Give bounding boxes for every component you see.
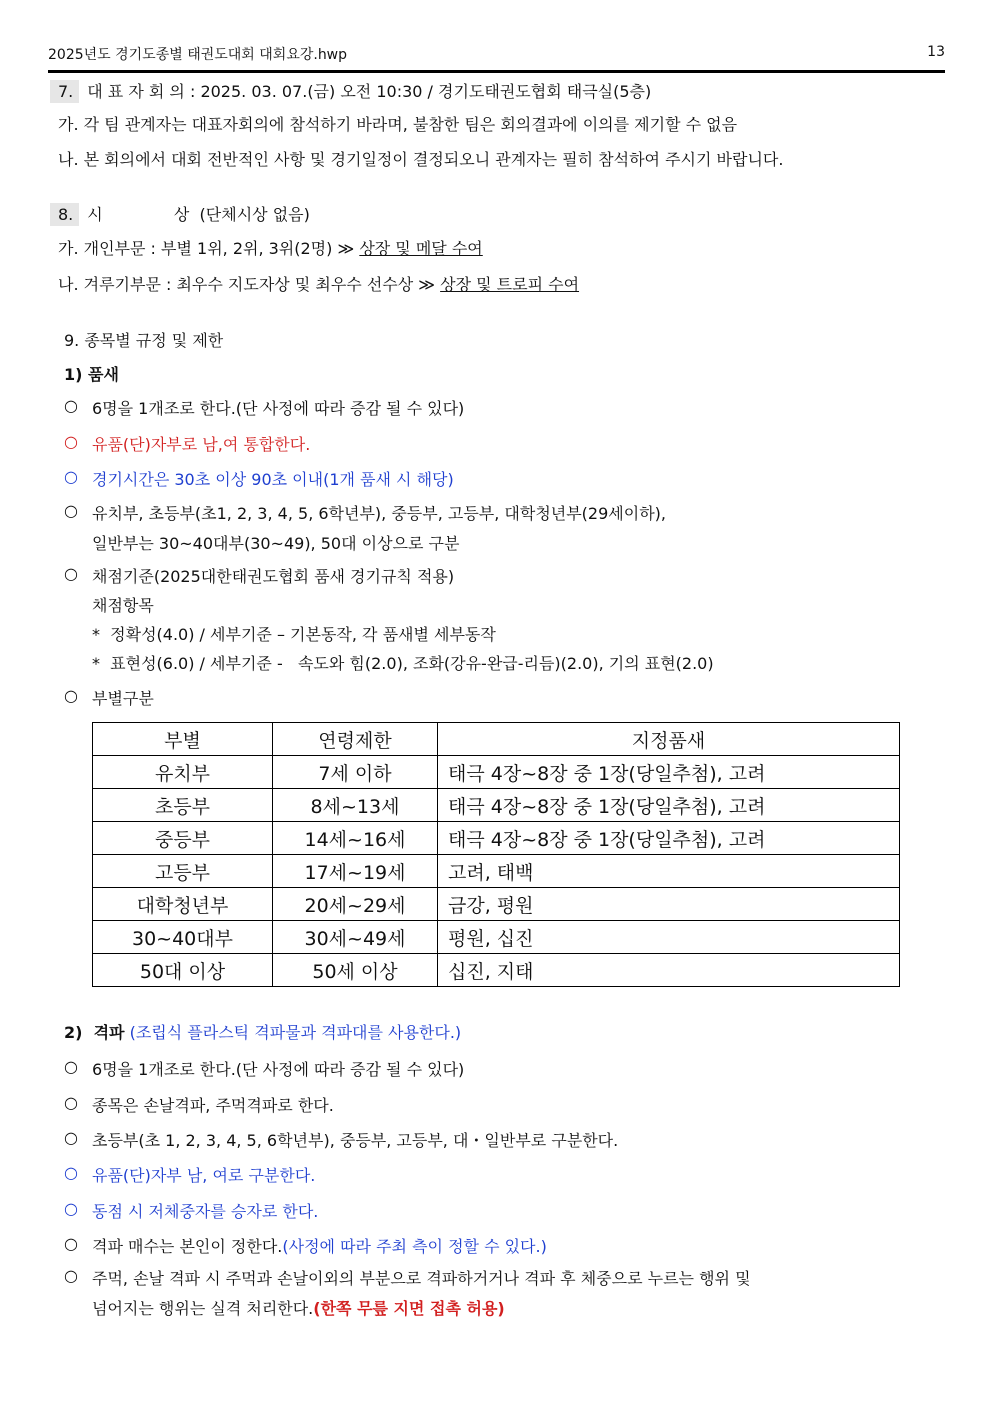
table-cell: 14세~16세: [273, 822, 438, 855]
table-cell: 7세 이하: [273, 756, 438, 789]
poomsae-rule-4a: 유치부, 초등부(초1, 2, 3, 4, 5, 6학년부), 중등부, 고등부, 대학청년부(29세이하),: [92, 504, 666, 523]
table-row: [93, 888, 900, 921]
table-row: [93, 855, 900, 888]
section-8-item-a: [58, 236, 483, 259]
table-cell: 대학청년부: [93, 888, 273, 921]
table-cell: 초등부: [93, 789, 273, 822]
bullet-icon: ○: [64, 1234, 78, 1253]
breaking-title: 2) 격파: [64, 1023, 125, 1042]
breaking-note: (조립식 플라스틱 격파물과 격파대를 사용한다.): [129, 1023, 462, 1042]
breaking-rule-2: 종목은 손날격파, 주먹격파로 한다.: [92, 1096, 334, 1115]
poomsae-heading: 1) 품새: [64, 365, 119, 384]
section-8-item-b-award: 상장 및 트로피 수여: [440, 275, 580, 294]
poomsae-rule-3: 경기시간은 30초 이상 90초 이내(1개 품새 시 해당): [92, 470, 454, 489]
bullet-icon: ○: [64, 501, 78, 520]
bullet-icon: ○: [64, 396, 78, 415]
table-header-cell: 연령제한: [273, 723, 438, 756]
breaking-rule-7b-note: (한쪽 무릎 지면 접촉 허용): [313, 1299, 505, 1318]
breaking-rule-6: [92, 1234, 547, 1257]
section-7-title: 대 표 자 회 의 : 2025. 03. 07.(금) 오전 10:30 / 경기도태권도협회 태극실(5층): [87, 82, 652, 101]
table-cell: 유치부: [93, 756, 273, 789]
breaking-rule-7b-text: 넘어지는 행위는 실격 처리한다.: [92, 1299, 314, 1318]
bullet-icon: ○: [64, 1057, 78, 1076]
table-row: [93, 756, 900, 789]
breaking-rule-1: 6명을 1개조로 한다.(단 사정에 따라 증감 될 수 있다): [92, 1060, 465, 1079]
breaking-rule-7a: 주먹, 손날 격파 시 주먹과 손날이외의 부분으로 격파하거거나 격파 후 체중으로 누르는 행위 및: [92, 1269, 751, 1288]
breaking-rule-5: 동점 시 저체중자를 승자로 한다.: [92, 1202, 319, 1221]
division-table: [92, 722, 900, 987]
table-row: [93, 822, 900, 855]
table-header-cell: 부별: [93, 723, 273, 756]
table-cell: 50대 이상: [93, 954, 273, 987]
table-cell: 금강, 평원: [438, 888, 900, 921]
breaking-rule-4: 유품(단)자부 남, 여로 구분한다.: [92, 1166, 316, 1185]
table-cell: 태극 4장~8장 중 1장(당일추첨), 고려: [438, 789, 900, 822]
poomsae-rule-5c: * 정확성(4.0) / 세부기준 – 기본동작, 각 품새별 세부동작: [92, 625, 496, 644]
table-row: [93, 954, 900, 987]
bullet-icon: ○: [64, 1163, 78, 1182]
breaking-rule-7b: [92, 1296, 505, 1319]
section-8-number: 8.: [50, 203, 79, 226]
table-cell: 십진, 지태: [438, 954, 900, 987]
table-cell: 20세~29세: [273, 888, 438, 921]
section-8-heading: [58, 202, 310, 226]
section-8-item-a-text: 가. 개인부문 : 부별 1위, 2위, 3위(2명) ≫: [58, 239, 360, 258]
table-cell: 고려, 태백: [438, 855, 900, 888]
bullet-icon: ○: [64, 1199, 78, 1218]
table-cell: 30~40대부: [93, 921, 273, 954]
table-header-cell: 지정품새: [438, 723, 900, 756]
table-cell: 고등부: [93, 855, 273, 888]
section-7-item-a: 가. 각 팀 관계자는 대표자회의에 참석하기 바라며, 불참한 팀은 회의결과에 이의를 제기할 수 없음: [58, 115, 738, 134]
section-8-item-b-text: 나. 겨루기부문 : 최우수 지도자상 및 최우수 선수상 ≫: [58, 275, 441, 294]
bullet-icon: ○: [64, 432, 78, 451]
section-8-title: 시 상 (단체시상 없음): [87, 205, 310, 224]
breaking-rule-6-text: 격파 매수는 본인이 정한다.: [92, 1237, 283, 1256]
table-cell: 17세~19세: [273, 855, 438, 888]
table-cell: 평원, 십진: [438, 921, 900, 954]
table-cell: 50세 이상: [273, 954, 438, 987]
breaking-rule-3: 초등부(초 1, 2, 3, 4, 5, 6학년부), 중등부, 고등부, 대・일반부로 구분한다.: [92, 1131, 619, 1150]
table-cell: 태극 4장~8장 중 1장(당일추첨), 고려: [438, 756, 900, 789]
bullet-icon: ○: [64, 1093, 78, 1112]
section-7-heading: [58, 79, 651, 103]
table-row: [93, 921, 900, 954]
poomsae-rule-1: 6명을 1개조로 한다.(단 사정에 따라 증감 될 수 있다): [92, 399, 465, 418]
page-number: 13: [927, 44, 945, 60]
table-header-row: [93, 723, 900, 756]
table-cell: 태극 4장~8장 중 1장(당일추첨), 고려: [438, 822, 900, 855]
table-cell: 30세~49세: [273, 921, 438, 954]
bullet-icon: ○: [64, 564, 78, 583]
poomsae-rule-6: 부별구분: [92, 689, 154, 708]
header-rule: [48, 70, 945, 73]
document-title: 2025년도 경기도종별 태권도대회 대회요강.hwp: [48, 47, 348, 63]
section-8-item-a-award: 상장 및 메달 수여: [359, 239, 483, 258]
section-8-item-b: [58, 272, 579, 295]
poomsae-rule-5b: 채점항목: [92, 596, 154, 615]
breaking-rule-6-note: (사정에 따라 주최 측이 정할 수 있다.): [282, 1237, 547, 1256]
table-cell: 중등부: [93, 822, 273, 855]
section-7-number: 7.: [50, 80, 79, 103]
poomsae-rule-2: 유품(단)자부로 남,여 통합한다.: [92, 435, 311, 454]
poomsae-rule-4b: 일반부는 30~40대부(30~49), 50대 이상으로 구분: [92, 534, 460, 553]
table-row: [93, 789, 900, 822]
table-cell: 8세~13세: [273, 789, 438, 822]
poomsae-rule-5a: 채점기준(2025대한태권도협회 품새 경기규칙 적용): [92, 567, 455, 586]
bullet-icon: ○: [64, 1128, 78, 1147]
breaking-heading: [64, 1020, 461, 1043]
poomsae-rule-5d: * 표현성(6.0) / 세부기준 - 속도와 힘(2.0), 조화(강유-완급-리듬)(2.0), 기의 표현(2.0): [92, 654, 714, 673]
section-9-heading: 9. 종목별 규정 및 제한: [64, 331, 224, 350]
bullet-icon: ○: [64, 467, 78, 486]
section-7-item-b: 나. 본 회의에서 대회 전반적인 사항 및 경기일정이 결정되오니 관계자는 필히 참석하여 주시기 바랍니다.: [58, 150, 784, 169]
bullet-icon: ○: [64, 1266, 78, 1285]
bullet-icon: ○: [64, 686, 78, 705]
